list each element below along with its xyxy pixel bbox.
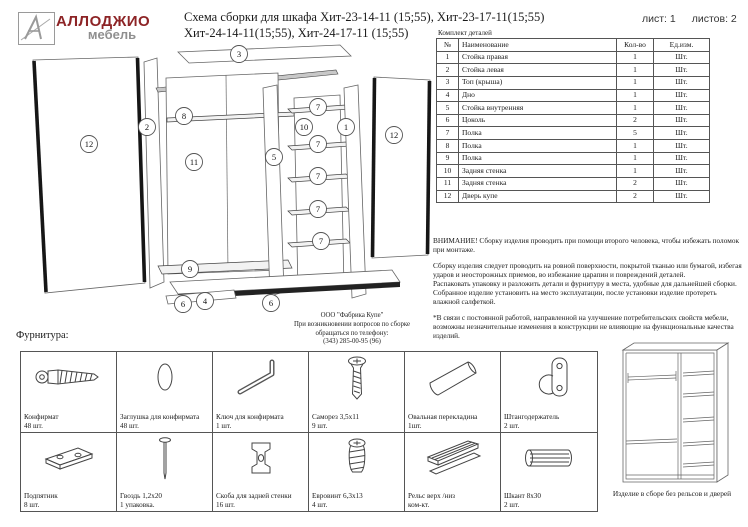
part-qty: 2: [617, 190, 654, 203]
hardware-item-qty: 16 шт.: [216, 500, 235, 509]
svg-text:10: 10: [299, 122, 309, 132]
hardware-item: [309, 352, 405, 433]
hex-key-icon: [213, 352, 308, 402]
part-num: 4: [437, 89, 459, 102]
confirmat-screw-icon: [21, 352, 116, 402]
part-unit: Шт.: [654, 51, 710, 64]
hardware-grid: [20, 351, 598, 512]
assembled-product-drawing: [598, 336, 748, 488]
parts-table-row: [437, 51, 710, 64]
parts-table-row: [437, 76, 710, 89]
contact-note-1: При возникновении вопросов по сборке: [293, 320, 411, 328]
hardware-item: [405, 352, 501, 433]
hardware-item-qty: 1 упаковка.: [120, 500, 155, 509]
part-name: Стойка левая: [459, 64, 617, 77]
hardware-item-qty: 2 шт.: [504, 421, 520, 430]
hardware-item-name: Конфирмат: [24, 413, 59, 422]
top-panel: [178, 45, 351, 63]
hardware-item-qty: 48 шт.: [120, 421, 139, 430]
hardware-item-name: Рельс верх /низ: [408, 492, 455, 501]
hardware-item-name: Шкант 8х30: [504, 492, 541, 501]
brand-subtitle: мебель: [87, 27, 137, 42]
hardware-item: [21, 433, 117, 511]
parts-table-row: [437, 152, 710, 165]
part-name: Дно: [459, 89, 617, 102]
contact-note-2: обращаться по телефону:: [315, 329, 389, 337]
svg-text:7: 7: [315, 204, 321, 214]
parts-table-row: [437, 177, 710, 190]
svg-text:6: 6: [180, 299, 186, 309]
hardware-item: [309, 433, 405, 511]
rod-holder-icon: [501, 352, 597, 402]
svg-text:7: 7: [318, 236, 324, 246]
svg-text:12: 12: [389, 130, 399, 140]
hardware-item-qty: 1шт.: [408, 421, 422, 430]
note-disclaimer: *В связи с постоянной работой, направленной на улучшение потребительских свойств мебели, возможны незначительные изменения в конструкции не влияющие на функциональные качества изделий.: [433, 313, 734, 341]
part-qty: 1: [617, 102, 654, 115]
part-name: Задняя стенка: [459, 165, 617, 178]
back-panel-wide: [166, 73, 280, 274]
parts-table-row: [437, 165, 710, 178]
parts-table: [436, 38, 710, 203]
part-num: 1: [437, 51, 459, 64]
hardware-item-name: Овальная перекладина: [408, 413, 478, 422]
note-unpack: Распаковать упаковку и разложить детали и фурнитуру в места, удобные для дальнейшей сборки.: [433, 279, 737, 289]
hardware-item-name: Штангодержатель: [504, 413, 560, 422]
dowel-icon: [501, 433, 597, 483]
part-num: 6: [437, 114, 459, 127]
screw-icon: [309, 352, 404, 402]
col-num: №: [437, 39, 459, 52]
hardware-item-qty: ком-кт.: [408, 500, 430, 509]
col-qty: Кол-во: [617, 39, 654, 52]
back-panel-clip-icon: [213, 433, 308, 483]
euro-screw-icon: [309, 433, 404, 483]
svg-text:1: 1: [343, 122, 349, 132]
parts-table-row: [437, 64, 710, 77]
sliding-door-left: [33, 57, 145, 293]
part-unit: Шт.: [654, 127, 710, 140]
hardware-item-name: Саморез 3,5х11: [312, 413, 360, 422]
part-unit: Шт.: [654, 152, 710, 165]
part-num: 2: [437, 64, 459, 77]
nail-icon: [117, 433, 212, 483]
svg-text:9: 9: [187, 264, 193, 274]
hardware-item-name: Скоба для задней стенки: [216, 492, 292, 501]
svg-text:2: 2: [144, 122, 150, 132]
hardware-item: [501, 352, 597, 433]
foot-plate-icon: [21, 433, 116, 483]
part-name: Топ (крыша): [459, 76, 617, 89]
assembled-caption: Изделие в сборе без рельсов и дверей: [612, 489, 732, 498]
hardware-item-qty: 9 шт.: [312, 421, 328, 430]
svg-text:4: 4: [202, 296, 208, 306]
part-unit: Шт.: [654, 89, 710, 102]
parts-table-row: [437, 140, 710, 153]
part-unit: Шт.: [654, 102, 710, 115]
svg-text:3: 3: [236, 49, 242, 59]
title-line-2: Хит-24-14-11(15;55), Хит-24-17-11 (15;55): [184, 26, 409, 40]
hardware-item-name: Гвоздь 1,2х20: [120, 492, 163, 501]
part-unit: Шт.: [654, 114, 710, 127]
hardware-item-name: Подпятник: [24, 492, 58, 501]
hardware-section-title: Фурнитура:: [16, 330, 69, 341]
hardware-item-name: Евровинт 6,3х13: [312, 492, 363, 501]
hardware-item: [213, 433, 309, 511]
part-name: Полка: [459, 140, 617, 153]
note-install: Собранное изделие установить на место эксплуатации, после установки изделие протереть влажной салфеткой.: [433, 288, 717, 307]
part-name: Задняя стенка: [459, 177, 617, 190]
part-name: Цоколь: [459, 114, 617, 127]
col-unit: Ед.изм.: [654, 39, 710, 52]
part-num: 7: [437, 127, 459, 140]
cap-icon: [117, 352, 212, 402]
part-num: 9: [437, 152, 459, 165]
svg-text:7: 7: [315, 171, 321, 181]
part-name: Стойка внутренняя: [459, 102, 617, 115]
manufacturer-contact: [272, 312, 432, 347]
parts-table-header: [437, 39, 710, 52]
part-qty: 1: [617, 51, 654, 64]
part-qty: 1: [617, 64, 654, 77]
part-qty: 5: [617, 127, 654, 140]
part-unit: Шт.: [654, 190, 710, 203]
hardware-item: [501, 433, 597, 511]
part-unit: Шт.: [654, 64, 710, 77]
part-qty: 1: [617, 89, 654, 102]
company-logo: [18, 12, 55, 45]
sheet-number: лист: 1: [642, 13, 676, 25]
col-name: Наименование: [459, 39, 617, 52]
part-num: 10: [437, 165, 459, 178]
part-name: Стойка правая: [459, 51, 617, 64]
exploded-diagram: [20, 42, 432, 338]
contact-phone: (343) 285-00-95 (96): [323, 338, 381, 346]
assembly-notes: [433, 236, 745, 340]
page-title: [184, 9, 584, 41]
part-num: 12: [437, 190, 459, 203]
company-name: ООО "Фабрика Купе": [320, 312, 384, 319]
svg-text:8: 8: [181, 111, 187, 121]
part-num: 3: [437, 76, 459, 89]
part-unit: Шт.: [654, 140, 710, 153]
hardware-item: [21, 352, 117, 433]
parts-table-row: [437, 127, 710, 140]
svg-text:6: 6: [268, 298, 274, 308]
title-line-1: Схема сборки для шкафа Хит-23-14-11 (15;55), Хит-23-17-11(15;55): [184, 10, 545, 24]
part-num: 11: [437, 177, 459, 190]
hardware-item-qty: 2 шт.: [504, 500, 520, 509]
svg-text:11: 11: [189, 157, 199, 167]
part-name: Полка: [459, 152, 617, 165]
part-qty: 1: [617, 165, 654, 178]
hardware-item-qty: 4 шт.: [312, 500, 328, 509]
sliding-door-right: [372, 77, 430, 258]
hardware-item: [117, 352, 213, 433]
hardware-item-qty: 48 шт.: [24, 421, 43, 430]
hardware-item: [405, 433, 501, 511]
hardware-item-qty: 1 шт.: [216, 421, 232, 430]
right-side-panel: [344, 85, 366, 298]
part-qty: 2: [617, 177, 654, 190]
hardware-item-qty: 8 шт.: [24, 500, 40, 509]
note-surface: Сборку изделия следует проводить на ровной поверхности, покрытой тканью или бумагой, избегая ударов и неосторожных приемов, во избежание царапин и повреждений деталей.: [433, 261, 742, 280]
part-name: Дверь купе: [459, 190, 617, 203]
parts-table-row: [437, 89, 710, 102]
parts-table-caption: Комплект деталей: [438, 29, 492, 37]
sheet-info: [642, 13, 737, 25]
logo-a-icon: [19, 13, 52, 42]
part-qty: 1: [617, 76, 654, 89]
hardware-item: [213, 352, 309, 433]
part-name: Полка: [459, 127, 617, 140]
part-unit: Шт.: [654, 177, 710, 190]
svg-text:7: 7: [315, 139, 321, 149]
part-num: 5: [437, 102, 459, 115]
svg-text:7: 7: [315, 102, 321, 112]
sheets-total: листов: 2: [691, 13, 737, 25]
part-qty: 2: [617, 114, 654, 127]
hardware-item-name: Ключ для конфирмата: [216, 413, 284, 422]
svg-text:12: 12: [84, 139, 94, 149]
parts-table-row: [437, 102, 710, 115]
hardware-item: [117, 433, 213, 511]
parts-table-row: [437, 190, 710, 203]
rail-icon: [405, 433, 500, 483]
part-qty: 1: [617, 140, 654, 153]
part-unit: Шт.: [654, 165, 710, 178]
warning-text: ВНИМАНИЕ! Сборку изделия проводить при помощи второго человека, чтобы избежать поломок при монтаже.: [433, 236, 740, 255]
part-num: 8: [437, 140, 459, 153]
brand-name: АЛЛОДЖИО: [56, 13, 151, 30]
oval-rail-icon: [405, 352, 500, 402]
part-unit: Шт.: [654, 76, 710, 89]
left-side-panel: [144, 58, 164, 288]
part-qty: 1: [617, 152, 654, 165]
svg-text:5: 5: [271, 152, 277, 162]
parts-table-row: [437, 114, 710, 127]
hardware-item-name: Заглушка для конфирмата: [120, 413, 200, 422]
